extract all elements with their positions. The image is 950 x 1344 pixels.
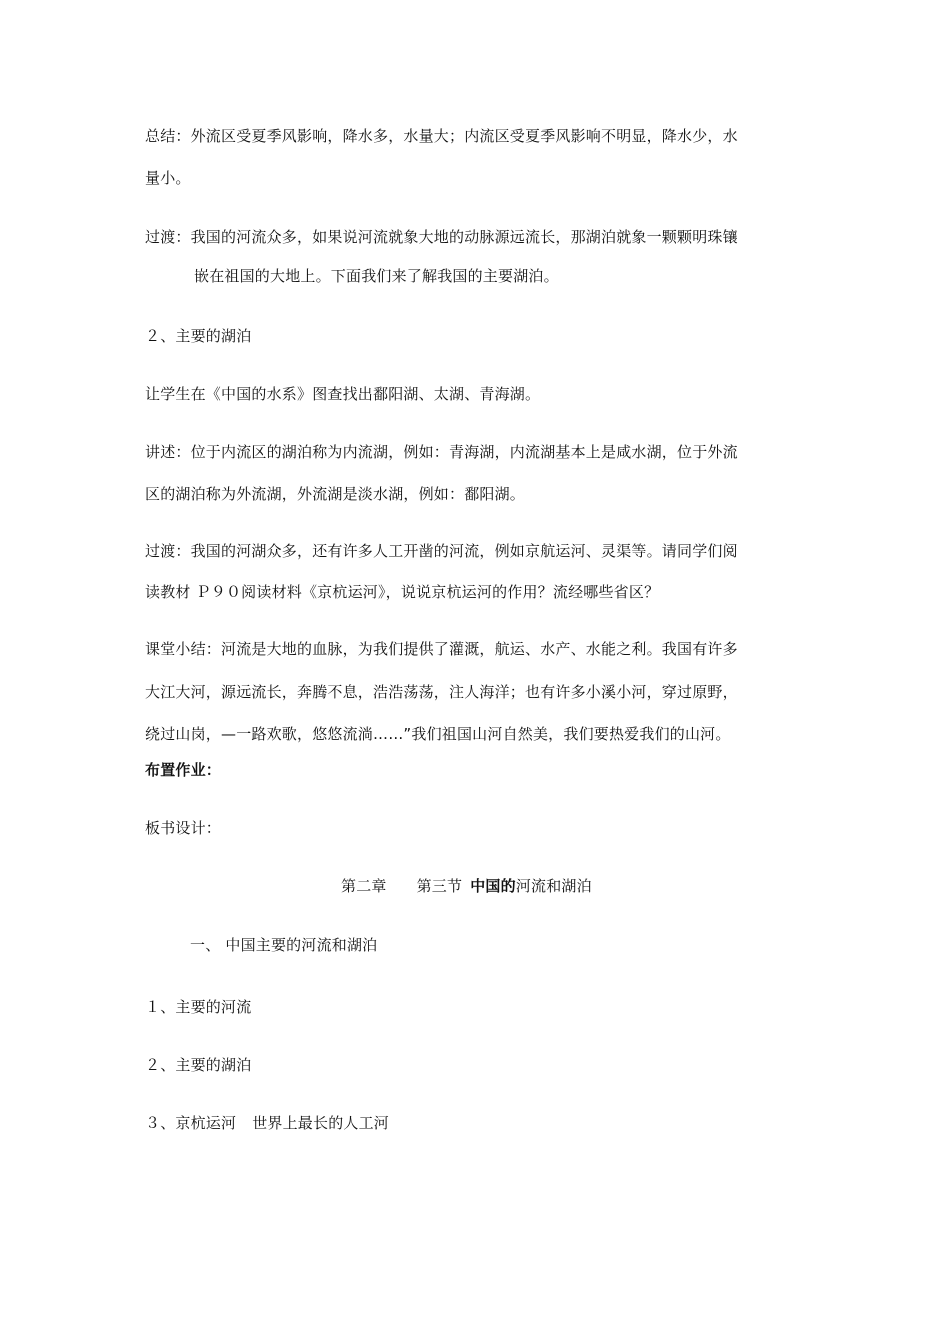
- activity-text: 让学生在《中国的水系》图查找出鄱阳湖、太湖、青海湖。: [145, 385, 541, 403]
- board-item-lakes: ２、主要的湖泊: [145, 1056, 252, 1074]
- class-summary-line-1: 课堂小结：河流是大地的血脉，为我们提供了灌溉，航运、水产、水能之利。我国有许多: [145, 640, 738, 658]
- class-summary-line-2: 大江大河，源远流长，奔腾不息，浩浩荡荡，注人海洋；也有许多小溪小河，穿过原野，: [145, 683, 738, 701]
- explanation-line-2: 区的湖泊称为外流湖，外流湖是淡水湖，例如：鄱阳湖。: [145, 485, 526, 503]
- homework-heading: 布置作业：: [145, 761, 222, 779]
- board-title-rest: 河流和湖泊: [515, 877, 592, 895]
- explanation-line-1: 讲述：位于内流区的湖泊称为内流湖，例如：青海湖，内流湖基本上是咸水湖，位于外流: [145, 443, 738, 461]
- board-item-one: 一、 中国主要的河流和湖泊: [190, 936, 378, 954]
- transition2-line-1: 过渡：我国的河湖众多，还有许多人工开凿的河流，例如京航运河、灵渠等。请同学们阅: [145, 542, 738, 560]
- board-chapter: 第二章: [341, 877, 387, 895]
- board-item-canal-name: ３、京杭运河: [145, 1114, 237, 1132]
- board-item-canal-note: 世界上最长的人工河: [252, 1114, 390, 1132]
- board-item-canal: [145, 1113, 389, 1133]
- transition2-line-2: 读教材 Ｐ９０阅读材料《京杭运河》，说说京杭运河的作用？流经哪些省区？: [145, 583, 660, 601]
- board-section: 第三节: [416, 877, 463, 895]
- board-item-rivers: １、主要的河流: [145, 998, 252, 1016]
- class-summary-line-3: 绕过山岗，—一路欢歌，悠悠流淌……”我们祖国山河自然美，我们要热爱我们的山河。: [145, 725, 731, 743]
- board-title-bold: 中国的: [470, 877, 516, 895]
- section-heading-lakes: ２、主要的湖泊: [145, 327, 252, 345]
- transition-line-1: 过渡：我国的河流众多，如果说河流就象大地的动脉源远流长，那湖泊就象一颗颗明珠镶: [145, 228, 738, 246]
- transition-line-2: 嵌在祖国的大地上。下面我们来了解我国的主要湖泊。: [194, 267, 559, 285]
- board-design-label: 板书设计：: [145, 819, 222, 837]
- summary-line-1: 总结：外流区受夏季风影响，降水多，水量大；内流区受夏季风影响不明显，降水少，水: [145, 127, 738, 145]
- board-title: [341, 876, 592, 896]
- summary-line-2: 量小。: [145, 169, 191, 187]
